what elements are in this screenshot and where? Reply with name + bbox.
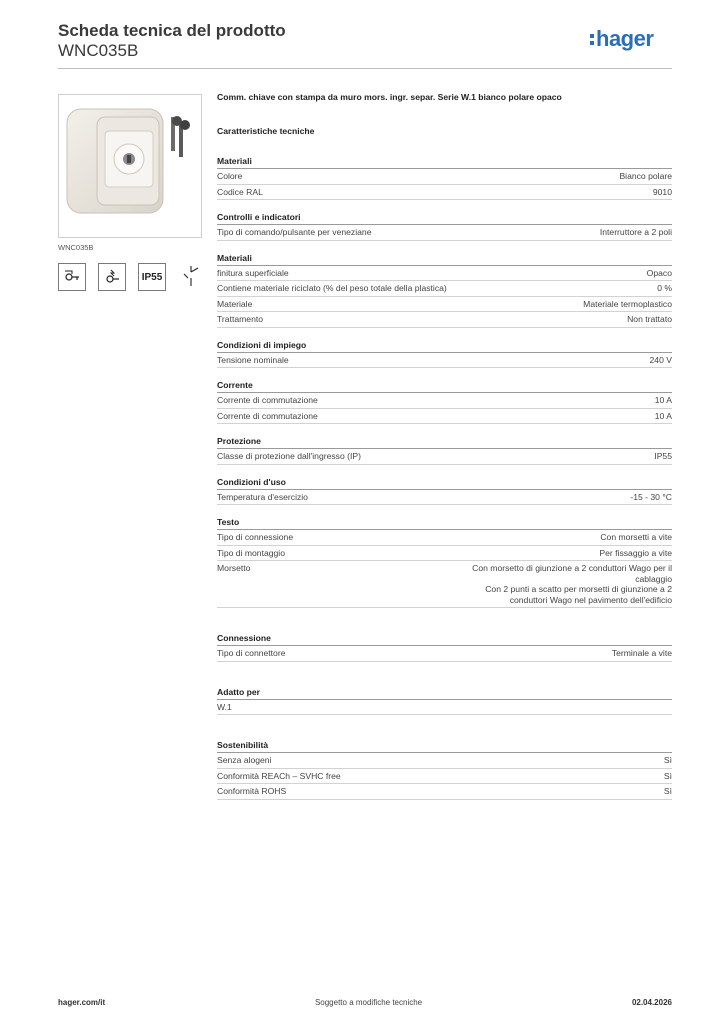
section-title: Condizioni di impiego	[217, 337, 672, 353]
spec-value: Con morsetto di giunzione a 2 conduttori Wago per il cablaggio Con 2 punti a scatto per morsetti di giunzione a 2 conduttori Wago nel pavimento dell'edificio	[472, 563, 672, 605]
spec-section	[217, 737, 672, 800]
spec-section	[217, 684, 672, 716]
ip55-label: IP55	[141, 271, 163, 283]
header-divider	[58, 68, 672, 69]
spec-label: finitura superficiale	[217, 267, 289, 278]
spec-value: 9010	[652, 186, 672, 197]
spec-row	[217, 546, 672, 562]
spec-value: 240 V	[649, 354, 672, 365]
key-switch-illustration	[59, 95, 201, 237]
spec-value: Sì	[663, 786, 672, 796]
key-switch-alt-icon	[98, 263, 126, 291]
spec-section	[217, 153, 672, 200]
spec-row	[217, 753, 672, 769]
spec-row	[217, 449, 672, 465]
section-title: Controlli e indicatori	[217, 209, 672, 225]
logo-text: hager	[596, 26, 654, 51]
footer-notice: Soggetto a modifiche tecniche	[314, 998, 423, 1007]
spec-section	[217, 630, 672, 662]
spec-section	[217, 209, 672, 241]
section-title: Sostenibilità	[217, 737, 672, 753]
spec-value: 10 A	[654, 410, 672, 421]
product-code: WNC035B	[58, 41, 139, 60]
spec-label: Senza alogeni	[217, 755, 272, 765]
spec-value: Per fissaggio a vite	[599, 547, 672, 558]
spec-value: Bianco polare	[619, 171, 672, 181]
spec-row	[217, 409, 672, 425]
spec-label: Tensione nominale	[217, 354, 289, 365]
spec-label: Contiene materiale riciclato (% del peso totale della plastica)	[217, 283, 447, 293]
spec-value: Terminale a vite	[611, 648, 672, 658]
spec-row	[217, 769, 672, 785]
spec-section	[217, 250, 672, 328]
spec-row	[217, 185, 672, 201]
spec-row	[217, 530, 672, 546]
product-description: Comm. chiave con stampa da muro mors. ingr. separ. Serie W.1 bianco polare opaco	[217, 92, 562, 102]
spec-row	[217, 297, 672, 313]
spec-label: Colore	[217, 171, 243, 181]
spec-row	[217, 281, 672, 297]
spec-value: Con morsetti a vite	[600, 532, 672, 542]
spec-sections	[217, 153, 672, 800]
spec-label: Codice RAL	[217, 186, 263, 197]
section-title: Testo	[217, 514, 672, 530]
key-switch-icon	[58, 263, 86, 291]
spec-value: Non trattato	[627, 314, 672, 324]
spec-label: Tipo di connessione	[217, 532, 294, 542]
spec-value: Sì	[663, 755, 672, 765]
spec-label: Tipo di montaggio	[217, 547, 285, 558]
switch-symbol-icon	[178, 263, 204, 289]
spec-row	[217, 784, 672, 800]
section-title: Protezione	[217, 433, 672, 449]
spec-value: IP55	[654, 451, 672, 461]
spec-label: Conformità ROHS	[217, 786, 287, 796]
spec-row	[217, 169, 672, 185]
spec-subtitle: Caratteristiche tecniche	[217, 126, 315, 136]
spec-label: Trattamento	[217, 314, 264, 324]
spec-row	[217, 646, 672, 662]
image-caption: WNC035B	[58, 243, 94, 252]
feature-icons	[58, 263, 204, 291]
spec-value: Materiale termoplastico	[583, 298, 672, 309]
spec-value: 0 %	[657, 283, 672, 293]
spec-row	[217, 700, 672, 716]
spec-section	[217, 514, 672, 608]
spec-section	[217, 337, 672, 369]
document-title: Scheda tecnica del prodotto	[58, 21, 286, 40]
section-title: Materiali	[217, 153, 672, 169]
page-footer	[58, 998, 672, 1007]
ip55-icon	[138, 263, 166, 291]
spec-row	[217, 312, 672, 328]
spec-value: -15 - 30 °C	[630, 491, 672, 502]
spec-label: Classe di protezione dall'ingresso (IP)	[217, 451, 361, 461]
spec-label: Materiale	[217, 298, 253, 309]
section-title: Connessione	[217, 630, 672, 646]
spec-row	[217, 266, 672, 282]
spec-label: Tipo di connettore	[217, 648, 286, 658]
spec-value: Interruttore a 2 poli	[599, 227, 672, 237]
spec-value: Opaco	[646, 267, 672, 278]
section-title: Condizioni d'uso	[217, 474, 672, 490]
footer-date: 02.04.2026	[631, 998, 672, 1007]
section-title: Corrente	[217, 377, 672, 393]
spec-section	[217, 474, 672, 506]
spec-value: 10 A	[654, 395, 672, 405]
section-title: Materiali	[217, 250, 672, 266]
spec-row	[217, 561, 672, 608]
spec-label: Morsetto	[217, 563, 251, 573]
hager-logo	[590, 25, 672, 55]
spec-label: Corrente di commutazione	[217, 410, 318, 421]
spec-label: Tipo di comando/pulsante per veneziane	[217, 227, 372, 237]
spec-label: Conformità REACh – SVHC free	[217, 770, 341, 781]
spec-section	[217, 377, 672, 424]
spec-section	[217, 433, 672, 465]
product-image	[58, 94, 202, 238]
spec-label: W.1	[217, 701, 232, 712]
spec-content	[217, 92, 672, 809]
document-header	[58, 21, 672, 61]
spec-row	[217, 393, 672, 409]
footer-website: hager.com/it	[58, 998, 106, 1007]
spec-label: Temperatura d'esercizio	[217, 491, 308, 502]
spec-label: Corrente di commutazione	[217, 395, 318, 405]
section-title: Adatto per	[217, 684, 672, 700]
spec-row	[217, 353, 672, 369]
spec-row	[217, 490, 672, 506]
spec-row	[217, 225, 672, 241]
spec-value: Sì	[663, 770, 672, 781]
